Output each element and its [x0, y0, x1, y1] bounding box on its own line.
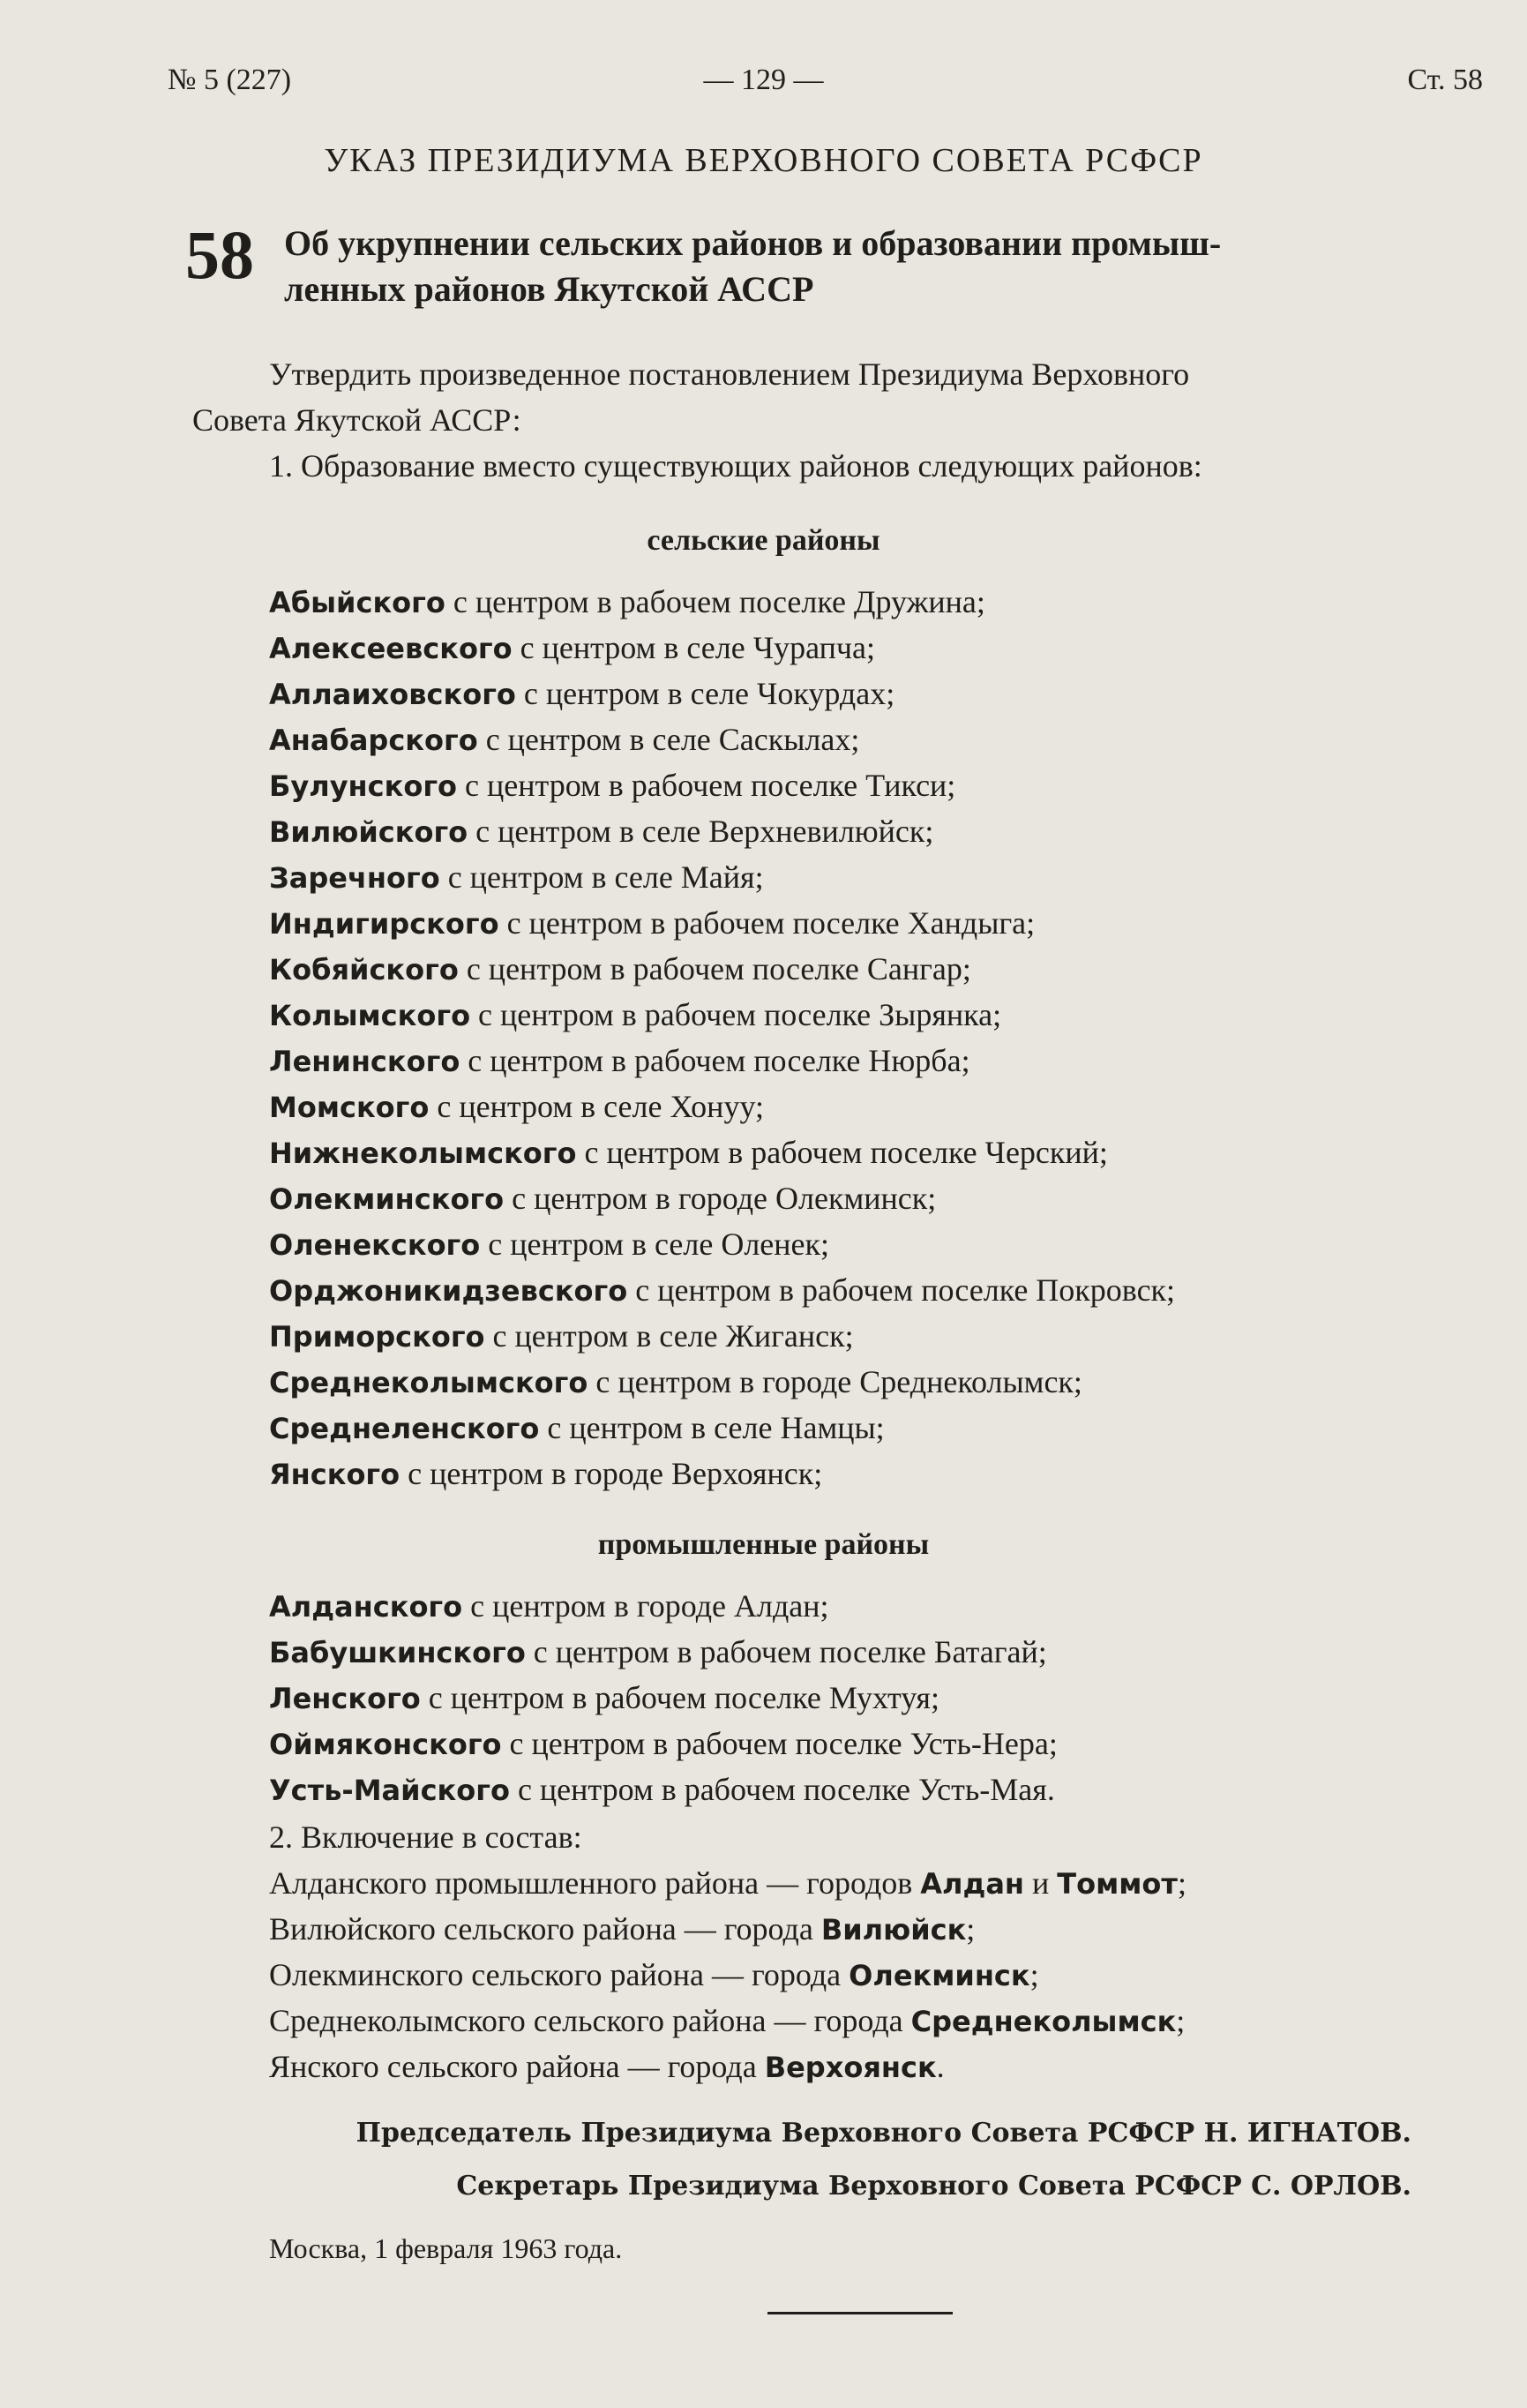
district-row	[269, 854, 1504, 900]
intro-line2: Совета Якутской АССР:	[192, 402, 521, 438]
page-header	[0, 64, 1527, 108]
inclusion-row	[269, 1952, 1504, 1998]
district-row	[269, 1175, 1504, 1221]
intro-line1: Утвердить произведенное постановлением Президиума Верховного	[269, 356, 1190, 392]
district-name: Среднеленского	[269, 1412, 540, 1445]
district-center: с центром в рабочем поселке Хандыга;	[498, 905, 1036, 941]
district-center: с центром в рабочем поселке Черский;	[576, 1135, 1108, 1170]
district-row	[269, 1767, 1504, 1812]
district-name: Нижнеколымского	[269, 1136, 577, 1170]
district-row	[269, 946, 1504, 992]
inclusion-text: Олекминского сельского района — города	[269, 1957, 850, 1992]
district-name: Среднеколымского	[269, 1366, 588, 1399]
rural-heading: сельские районы	[647, 524, 880, 557]
district-center: с центром в рабочем поселке Усть-Нера;	[501, 1726, 1058, 1761]
rural-district-list	[269, 579, 1504, 1497]
district-row	[269, 716, 1504, 762]
inclusion-text: .	[936, 2049, 945, 2084]
district-row	[269, 1084, 1504, 1129]
district-row	[269, 1675, 1504, 1721]
district-name: Алданского	[269, 1590, 463, 1624]
district-name: Аллаиховского	[269, 678, 516, 711]
district-name: Вилюйского	[269, 815, 468, 849]
district-row	[269, 1405, 1504, 1451]
district-center: с центром в городе Олекминск;	[504, 1181, 937, 1216]
district-row	[269, 900, 1504, 946]
district-name: Алексеевского	[269, 632, 513, 665]
inclusion-text: и	[1024, 1865, 1058, 1901]
district-center: с центром в городе Верхоянск;	[400, 1456, 823, 1491]
inclusion-row	[269, 1860, 1504, 1906]
district-center: с центром в рабочем поселке Покровск;	[627, 1272, 1176, 1308]
district-center: с центром в рабочем поселке Сангар;	[458, 951, 971, 986]
district-name: Оленекского	[269, 1228, 481, 1262]
district-center: с центром в рабочем поселке Батагай;	[525, 1634, 1047, 1669]
district-center: с центром в селе Чокурдах;	[515, 676, 895, 711]
district-row	[269, 992, 1504, 1038]
inclusion-text: Вилюйского сельского района — города	[269, 1911, 821, 1947]
district-center: с центром в селе Чурапча;	[512, 630, 875, 665]
article-number: 58	[185, 216, 254, 293]
district-row	[269, 1583, 1504, 1629]
district-center: с центром в селе Саскылах;	[477, 722, 860, 757]
district-name: Анабарского	[269, 724, 478, 757]
inclusion-list	[269, 1860, 1504, 2089]
inclusion-text: Алданского промышленного района — городов	[269, 1865, 921, 1901]
article-ref: Ст. 58	[1407, 64, 1483, 96]
city-name: Олекминск	[849, 1959, 1030, 1992]
district-row	[269, 1359, 1504, 1405]
inclusion-text: Янского сельского района — города	[269, 2049, 765, 2084]
article-title	[284, 221, 1501, 312]
issue-number: № 5 (227)	[168, 64, 292, 96]
district-row	[269, 1451, 1504, 1497]
district-center: с центром в селе Жиганск;	[484, 1318, 854, 1354]
city-name: Верхоянск	[764, 2051, 937, 2084]
district-name: Приморского	[269, 1320, 485, 1354]
district-name: Ленинского	[269, 1045, 460, 1078]
industrial-heading: промышленные районы	[597, 1528, 930, 1561]
district-name: Усть-Майского	[269, 1774, 510, 1807]
district-center: с центром в рабочем поселке Мухтуя;	[420, 1680, 939, 1715]
city-name: Вилюйск	[820, 1913, 967, 1947]
district-center: с центром в селе Верхневилюйск;	[468, 814, 934, 849]
chairman-signature: Председатель Президиума Верховного Совета РСФСР Н. ИГНАТОВ.	[356, 2118, 1411, 2149]
district-row	[269, 1721, 1504, 1767]
district-name: Оймяконского	[269, 1728, 502, 1761]
district-row	[269, 762, 1504, 808]
district-row	[269, 1221, 1504, 1267]
district-name: Бабушкинского	[269, 1636, 526, 1669]
district-row	[269, 1267, 1504, 1313]
district-center: с центром в селе Намцы;	[539, 1410, 885, 1445]
district-row	[269, 808, 1504, 854]
date-line: Москва, 1 февраля 1963 года.	[269, 2232, 623, 2264]
district-center: с центром в селе Майя;	[439, 859, 764, 895]
district-name: Ленского	[269, 1682, 421, 1715]
inclusion-row	[269, 2044, 1504, 2089]
inclusion-row	[269, 1906, 1504, 1952]
district-row	[269, 1129, 1504, 1175]
inclusion-text: ;	[1029, 1957, 1039, 1992]
inclusion-text: ;	[1177, 1865, 1186, 1901]
city-name: Среднеколымск	[910, 2005, 1177, 2038]
inclusion-row	[269, 1998, 1504, 2044]
district-name: Янского	[269, 1458, 400, 1491]
district-name: Булунского	[269, 769, 458, 803]
district-name: Олекминского	[269, 1182, 505, 1216]
secretary-signature: Секретарь Президиума Верховного Совета РСФСР С. ОРЛОВ.	[456, 2171, 1411, 2202]
district-name: Абыйского	[269, 586, 445, 619]
page-number: — 129 —	[703, 64, 824, 96]
inclusion-text: Среднеколымского сельского района — города	[269, 2003, 911, 2038]
district-name: Заречного	[269, 861, 440, 895]
district-center: с центром в селе Хонуу;	[429, 1089, 764, 1124]
inclusion-text: ;	[1176, 2003, 1186, 2038]
article-title-line2: ленных районов Якутской АССР	[284, 269, 814, 309]
district-center: с центром в городе Алдан;	[462, 1588, 829, 1624]
district-name: Момского	[269, 1091, 430, 1124]
city-name: Алдан	[920, 1867, 1025, 1901]
district-center: с центром в селе Оленек;	[480, 1227, 830, 1262]
district-center: с центром в рабочем поселке Тикси;	[457, 768, 956, 803]
district-center: с центром в рабочем поселке Усть-Мая.	[509, 1772, 1055, 1807]
article-title-line1: Об укрупнении сельских районов и образовании промыш-	[284, 223, 1222, 263]
district-row	[269, 1629, 1504, 1675]
district-row	[269, 579, 1504, 625]
district-center: с центром в рабочем поселке Зырянка;	[470, 997, 1002, 1032]
district-center: с центром в рабочем поселке Нюрба;	[460, 1043, 970, 1078]
inclusion-text: ;	[966, 1911, 976, 1947]
intro-item1: 1. Образование вместо существующих районов следующих районов:	[269, 448, 1202, 484]
district-row	[269, 625, 1504, 671]
district-center: с центром в рабочем поселке Дружина;	[445, 584, 985, 619]
district-row	[269, 1313, 1504, 1359]
district-name: Кобяйского	[269, 953, 459, 986]
closing-rule	[767, 2312, 953, 2314]
district-name: Колымского	[269, 999, 471, 1032]
industrial-district-list	[269, 1583, 1504, 1812]
district-row	[269, 1038, 1504, 1084]
district-name: Индигирского	[269, 907, 499, 941]
district-name: Орджоникидзевского	[269, 1274, 628, 1308]
city-name: Томмот	[1057, 1867, 1178, 1901]
decree-title: УКАЗ ПРЕЗИДИУМА ВЕРХОВНОГО СОВЕТА РСФСР	[324, 142, 1203, 179]
inclusion-item2: 2. Включение в состав:	[269, 1819, 582, 1855]
district-row	[269, 671, 1504, 716]
district-center: с центром в городе Среднеколымск;	[588, 1364, 1082, 1399]
